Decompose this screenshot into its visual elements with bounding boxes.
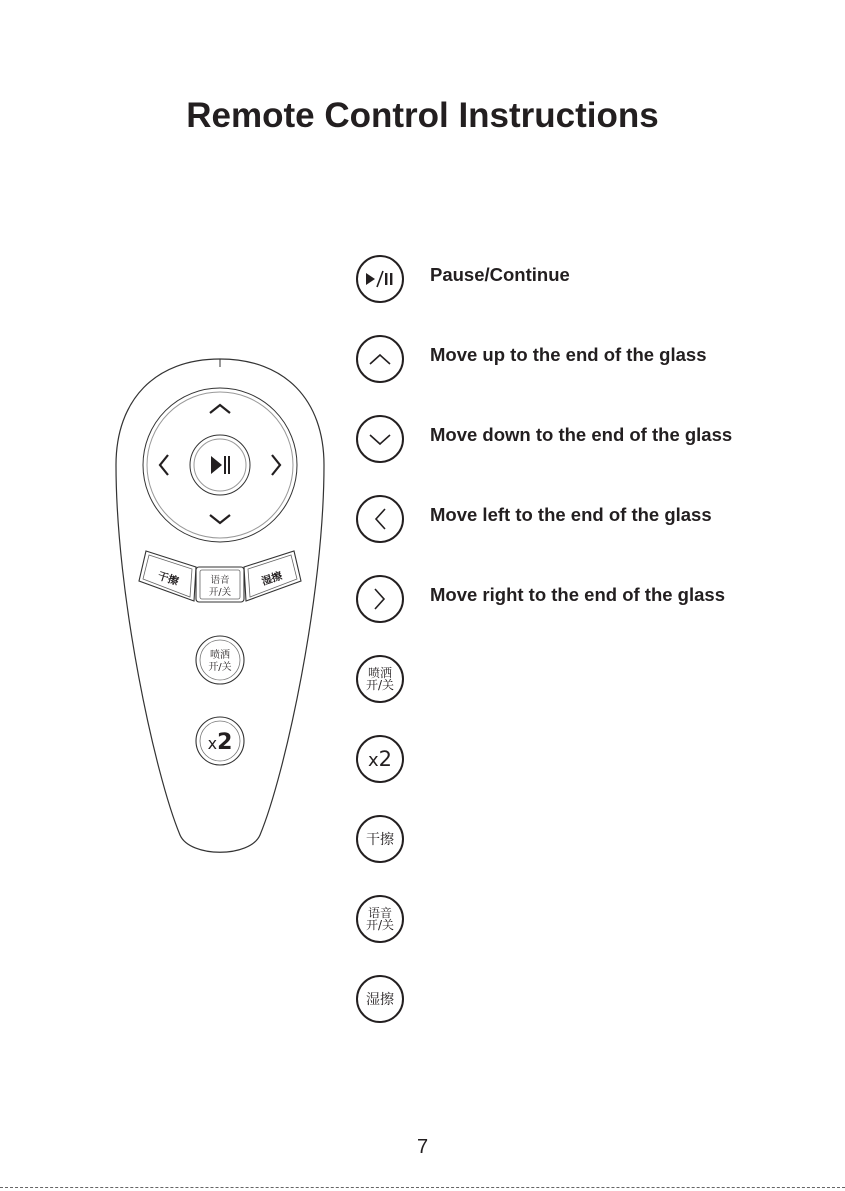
dry-wipe-text: 干擦 bbox=[366, 832, 394, 848]
instruction-row-up bbox=[356, 335, 816, 383]
instruction-row-wet-wipe bbox=[356, 975, 816, 1023]
remote-spray-label-1: 喷洒 bbox=[210, 650, 230, 661]
d-pad bbox=[143, 388, 297, 542]
instruction-row-dry-wipe bbox=[356, 815, 816, 863]
instruction-row-right bbox=[356, 575, 816, 623]
svg-text:x2 bbox=[208, 730, 233, 755]
chevron-left-icon bbox=[356, 495, 404, 543]
instruction-row-spray bbox=[356, 655, 816, 703]
page-number: 7 bbox=[416, 1136, 429, 1158]
speed-button-icon bbox=[356, 735, 404, 783]
remote-voice-label-1: 语音 bbox=[210, 575, 230, 586]
page-title: Remote Control Instructions bbox=[186, 96, 659, 135]
remote-spray-label-2: 开/关 bbox=[208, 662, 232, 673]
wet-wipe-button-icon bbox=[356, 975, 404, 1023]
chevron-right-icon bbox=[356, 575, 404, 623]
voice-text-2: 开/关 bbox=[365, 918, 395, 932]
instruction-label: Move right to the end of the glass bbox=[430, 584, 725, 605]
spray-text-1: 喷洒 bbox=[367, 666, 392, 680]
wet-wipe-text: 湿擦 bbox=[366, 992, 394, 1008]
remote-wet-wipe-label: 湿擦 bbox=[260, 570, 284, 588]
chevron-down-icon bbox=[356, 415, 404, 463]
instruction-row-down bbox=[356, 415, 816, 463]
dry-wipe-button-icon bbox=[356, 815, 404, 863]
remote-speed-2: 2 bbox=[217, 730, 233, 755]
remote-dry-wipe-label: 干擦 bbox=[156, 570, 180, 588]
instruction-row-speed bbox=[356, 735, 816, 783]
remote-control-illustration bbox=[110, 355, 330, 865]
instruction-label: Move down to the end of the glass bbox=[430, 424, 733, 445]
speed-2: 2 bbox=[378, 747, 393, 771]
spray-button-icon bbox=[356, 655, 404, 703]
spray-text-2: 开/关 bbox=[365, 678, 395, 692]
instruction-label: Move left to the end of the glass bbox=[430, 504, 712, 525]
play-pause-icon bbox=[356, 255, 404, 303]
remote-voice-label-2: 开/关 bbox=[208, 587, 232, 598]
instruction-row-pause bbox=[356, 255, 816, 303]
instruction-row-left bbox=[356, 495, 816, 543]
instruction-label: Pause/Continue bbox=[430, 264, 570, 285]
remote-spray-button bbox=[196, 636, 244, 684]
chevron-up-icon bbox=[356, 335, 404, 383]
remote-speed-x: x bbox=[207, 734, 218, 753]
page-bottom-divider bbox=[0, 1187, 845, 1188]
instruction-row-voice bbox=[356, 895, 816, 943]
remote-voice-button bbox=[196, 567, 244, 602]
instruction-label: Move up to the end of the glass bbox=[430, 344, 707, 365]
voice-button-icon bbox=[356, 895, 404, 943]
voice-text-1: 语音 bbox=[367, 906, 392, 920]
remote-speed-button bbox=[196, 717, 244, 765]
speed-x: x bbox=[367, 750, 379, 771]
